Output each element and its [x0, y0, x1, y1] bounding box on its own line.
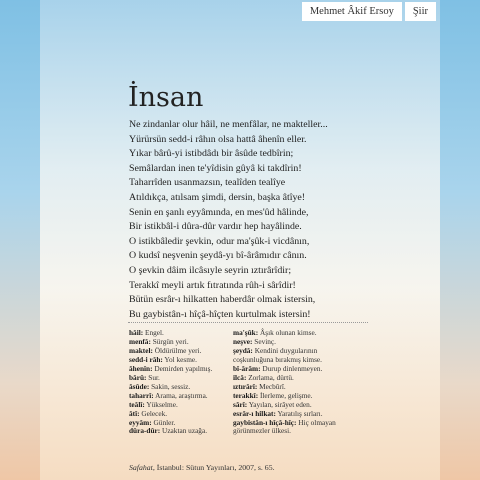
glossary-term: terakkî:	[233, 390, 259, 400]
glossary-definition: Yükselme.	[146, 399, 178, 409]
glossary-definition: Uzaktan uzağa.	[162, 426, 208, 436]
glossary-term: teâlî:	[129, 399, 145, 409]
glossary-definition: Engel.	[145, 328, 164, 337]
glossary-term: sârî:	[233, 399, 248, 409]
poem-line: Taharrîden usanmazsın, tealîden tealîye	[129, 177, 286, 189]
section-tab: Şiir	[405, 2, 436, 21]
glossary-definition: Demirden yapılmış.	[154, 363, 213, 373]
glossary-left-column	[129, 329, 239, 436]
glossary-definition: Sur.	[148, 372, 160, 382]
poem-line: Yürürsün sedd-i râhın olsa hattâ âhenîn eller.	[129, 133, 307, 145]
poem-line: Bir istikbâl-i dûra-dûr vardır hep hayâlinde.	[129, 221, 302, 233]
glossary-term: âtî:	[129, 408, 140, 418]
glossary-term: gaybistân-ı hîçâ-hîç:	[233, 417, 297, 427]
glossary-entry	[129, 427, 239, 436]
glossary-term: dûra-dûr:	[129, 426, 161, 436]
author-tab: Mehmet Âkif Ersoy	[302, 2, 402, 21]
glossary-entry	[233, 347, 338, 365]
poem-line: Semâlardan inen te'yîdisin gûyâ ki takdîrin!	[129, 162, 302, 174]
glossary-term: sedd-i râh:	[129, 354, 163, 364]
header-tabs	[302, 2, 436, 21]
glossary-right-column	[233, 329, 338, 436]
glossary-term: ıztırârî:	[233, 381, 258, 391]
poem-line: Bu gaybistân-ı hîçâ-hîçten kurtulmak istersin!	[129, 308, 311, 320]
poem-line: Yıkar bârû-yi istibdâdı bir âsûde tedbîrin;	[129, 148, 294, 160]
glossary-term: hâil:	[129, 328, 144, 337]
poem-body	[129, 118, 369, 322]
glossary-definition: Yaratılış sırları.	[277, 408, 323, 418]
glossary-term: ma'şûk:	[233, 328, 259, 337]
poem-line: Senin en şanlı eyyâmında, en mes'ûd hâlinde,	[129, 206, 309, 218]
glossary-entry	[233, 419, 338, 437]
poem-line: Ne zindanlar olur hâil, ne menfâlar, ne makteller...	[129, 119, 328, 130]
glossary-definition: Öldürülme yeri.	[154, 345, 202, 355]
glossary-definition: Âşık olunan kimse.	[259, 328, 317, 337]
glossary-term: neşve:	[233, 336, 253, 346]
poem-line: Bütün esrâr-ı hilkatten haberdâr olmak istersin,	[129, 294, 316, 306]
glossary-definition: Sürgün yeri.	[152, 336, 189, 346]
glossary-term: şeydâ:	[233, 345, 253, 355]
glossary-term: bârû:	[129, 372, 147, 382]
source-work-title: Safahat	[129, 463, 153, 472]
glossary-term: bî-ârâm:	[233, 363, 261, 373]
poem-line: Terakkî meyli artık fıtratında rûh-i sârîdir!	[129, 279, 296, 291]
glossary-term: âhenîn:	[129, 363, 153, 373]
glossary-definition: Gelecek.	[141, 408, 168, 418]
glossary-definition: Kendini duygularının coşkunluğuna bırakmış kimse.	[233, 345, 322, 364]
poem-line: Atıldıkça, atılsam şimdi, dersin, başka âtîye!	[129, 191, 306, 203]
poem-line: O şevkin dâim ilcâsıyle seyrin ıztırârîdir;	[129, 264, 292, 276]
glossary-divider	[128, 322, 368, 323]
poem-line: O istikbâledir şevkin, odur ma'şûk-i vicdânın,	[129, 235, 310, 247]
glossary-term: ilcâ:	[233, 372, 247, 382]
glossary-term: menfâ:	[129, 336, 151, 346]
glossary-definition: Günler.	[153, 417, 176, 427]
glossary-definition: Yol kesme.	[164, 354, 197, 364]
glossary-definition: Yayılan, sirâyet eden.	[248, 399, 312, 409]
glossary-definition: Durup dinlenmeyen.	[262, 363, 323, 373]
glossary-definition: Hiç olmayan görünmezler ülkesi.	[233, 417, 336, 436]
poem-title: İnsan	[128, 82, 204, 113]
glossary-definition: Sevinç.	[254, 336, 276, 346]
glossary-definition: Mecbûrî.	[259, 381, 286, 391]
glossary-term: taharrî:	[129, 390, 154, 400]
glossary-definition: Sakin, sessiz.	[151, 381, 191, 391]
glossary-term: maktel:	[129, 345, 153, 355]
glossary-definition: Arama, araştırma.	[155, 390, 208, 400]
glossary-term: eyyâm:	[129, 417, 152, 427]
source-details: , İstanbul: Sütun Yayınları, 2007, s. 65.	[152, 463, 275, 472]
background-right-margin	[440, 0, 480, 480]
glossary-term: âsûde:	[129, 381, 150, 391]
glossary-term: esrâr-ı hilkat:	[233, 408, 276, 418]
glossary-definition: İlerleme, gelişme.	[259, 390, 313, 400]
glossary-definition: Zorlama, dürtü.	[248, 372, 294, 382]
background-left-margin	[0, 0, 40, 480]
poem-line: O kudsî neşvenin şeydâ-yı bî-ârâmıdır cânın.	[129, 250, 307, 262]
source-citation	[129, 463, 275, 472]
